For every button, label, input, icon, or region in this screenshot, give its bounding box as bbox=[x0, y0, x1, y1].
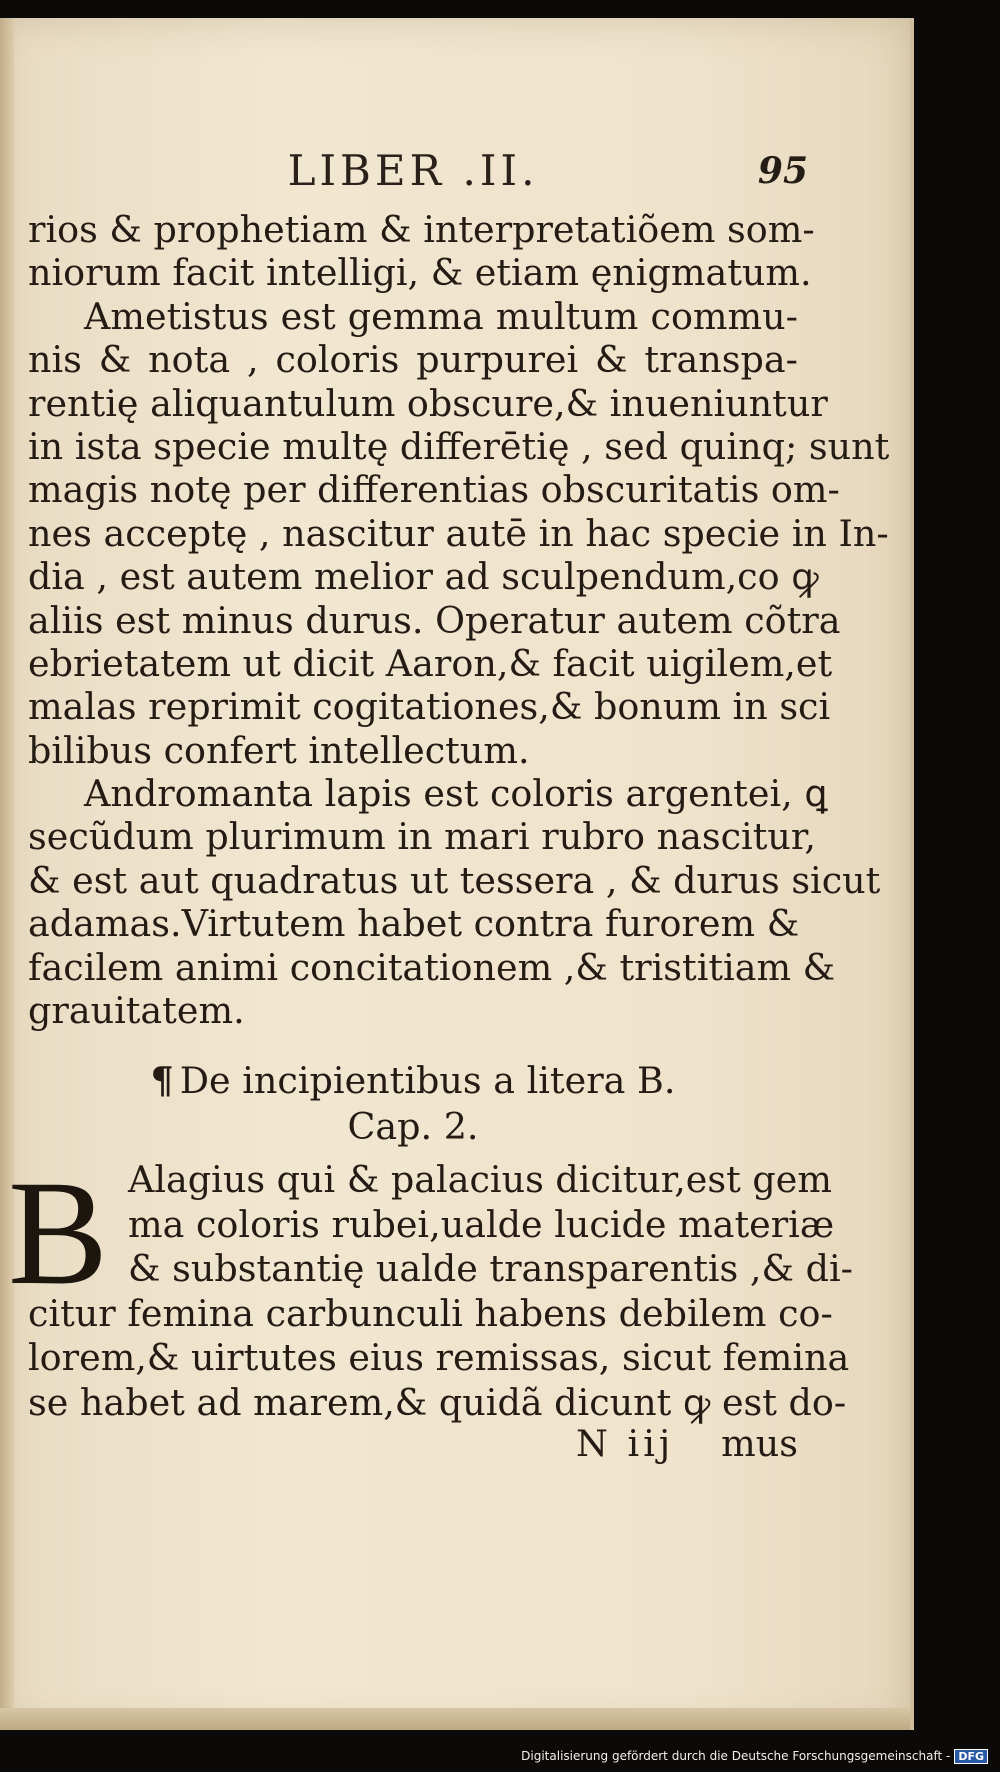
text-line: magis notę per differentias obscuritatis om- bbox=[28, 468, 840, 512]
running-title: LIBER .II. bbox=[287, 146, 539, 195]
text-line: dia , est autem melior ad sculpendum,co ꝙ bbox=[28, 555, 819, 599]
text-line: se habet ad marem,& quidã dicunt ꝙ est do- bbox=[28, 1380, 847, 1424]
text-line: nes acceptę , nascitur autē in hac specie in In- bbox=[28, 511, 889, 555]
folio-number: 95 bbox=[757, 150, 808, 192]
text-line: Ametistus est gemma multum commu- bbox=[84, 294, 798, 338]
running-head bbox=[28, 146, 808, 206]
text-line: rentię aliquantulum obscure,& inueniuntur bbox=[28, 381, 828, 425]
drop-cap: B bbox=[8, 1150, 109, 1316]
signature-line bbox=[28, 1422, 798, 1466]
chapter-number: Cap. 2. bbox=[347, 1105, 479, 1148]
text-line: malas reprimit cogitationes,& bonum in sci bbox=[28, 685, 831, 729]
section-b-text bbox=[28, 1158, 853, 1425]
text-line: ebrietatem ut dicit Aaron,& facit uigilem,et bbox=[28, 641, 833, 685]
text-line: facilem animi concitationem ,& tristitiam & bbox=[28, 945, 836, 989]
text-line: in ista specie multę differētię , sed quinq; sunt bbox=[28, 424, 890, 468]
text-line: nis & nota , coloris purpurei & transpa- bbox=[28, 338, 798, 382]
main-text bbox=[28, 208, 890, 1033]
chapter-title: De incipientibus a litera B. bbox=[179, 1059, 676, 1102]
digitization-footer bbox=[521, 1749, 988, 1764]
text-line: rios & prophetiam & interpretatiõem som- bbox=[28, 208, 815, 251]
page-gutter-edge bbox=[0, 18, 14, 1730]
text-line: Andromanta lapis est coloris argentei, ꝗ bbox=[84, 772, 828, 816]
text-line: secũdum plurimum in mari rubro nascitur, bbox=[28, 815, 816, 859]
catchword: mus bbox=[721, 1422, 798, 1465]
chapter-heading bbox=[28, 1058, 798, 1150]
text-line: citur femina carbunculi habens debilem co- bbox=[28, 1291, 833, 1335]
text-line: bilibus confert intellectum. bbox=[28, 728, 530, 772]
text-line: aliis est minus durus. Operatur autem cõtra bbox=[28, 598, 841, 642]
footer-text: Digitalisierung gefördert durch die Deutsche Forschungsgemeinschaft - bbox=[521, 1749, 951, 1763]
text-line: ma coloris rubei,ualde lucide materiæ bbox=[128, 1202, 835, 1246]
pilcrow-icon: ¶ bbox=[150, 1059, 174, 1102]
dfg-logo-icon: DFG bbox=[954, 1749, 988, 1764]
text-line: & est aut quadratus ut tessera , & durus sicut bbox=[28, 858, 881, 902]
text-line: lorem,& uirtutes eius remissas, sicut femina bbox=[28, 1336, 850, 1379]
text-line: niorum facit intelligi, & etiam ęnigmatum. bbox=[28, 251, 812, 295]
book-page bbox=[0, 18, 914, 1730]
text-line: grauitatem. bbox=[28, 989, 245, 1033]
text-line: adamas.Virtutem habet contra furorem & bbox=[28, 902, 800, 946]
text-line: & substantię ualde transparentis ,& di- bbox=[128, 1247, 853, 1290]
page-bottom-edge bbox=[0, 1708, 910, 1730]
signature-mark: N iij bbox=[576, 1422, 675, 1465]
text-line: Alagius qui & palacius dicitur,est gem bbox=[128, 1158, 832, 1201]
chapter-title-line bbox=[28, 1058, 798, 1104]
